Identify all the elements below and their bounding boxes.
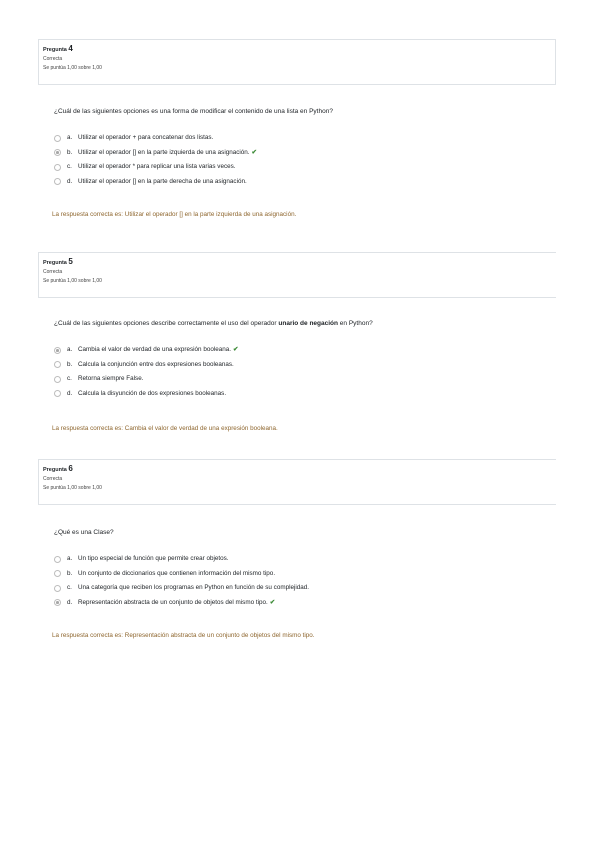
radio-button[interactable] — [54, 178, 61, 185]
question-formulation-6 — [54, 528, 554, 610]
question-text: ¿Qué es una Clase? — [54, 529, 114, 536]
radio-button[interactable] — [54, 361, 61, 368]
answer-option-d[interactable]: d. Representación abstracta de un conjunto de objetos del mismo tipo. ✔ — [54, 596, 554, 611]
question-info-6 — [38, 459, 556, 505]
radio-button[interactable] — [54, 164, 61, 171]
question-formulation-4 — [54, 107, 554, 189]
question-number: Pregunta 4 — [43, 44, 73, 53]
answer-list — [54, 552, 554, 610]
answer-option-c[interactable]: c. Utilizar el operador * para replicar una lista varias veces. — [54, 160, 554, 175]
answer-option-d[interactable]: d. Calcula la disyunción de dos expresiones booleanas. — [54, 387, 554, 402]
answer-option-c[interactable]: c. Una categoría que reciben los programas en Python en función de su complejidad. — [54, 581, 554, 596]
question-text: ¿Cuál de las siguientes opciones es una forma de modificar el contenido de una lista en Python? — [54, 108, 333, 115]
check-icon: ✔ — [269, 598, 276, 606]
answer-option-c[interactable]: c. Retorna siempre False. — [54, 372, 554, 387]
radio-button-selected[interactable] — [54, 347, 61, 354]
check-icon: ✔ — [251, 148, 257, 156]
radio-button[interactable] — [54, 556, 61, 563]
answer-option-b[interactable]: b. Calcula la conjunción entre dos expresiones booleanas. — [54, 358, 554, 373]
answer-option-b[interactable]: b. Utilizar el operador [] en la parte izquierda de una asignación. ✔ — [54, 146, 554, 161]
radio-button-selected[interactable] — [54, 599, 61, 606]
question-grade: Se puntúa 1,00 sobre 1,00 — [43, 65, 102, 71]
question-info-5 — [38, 252, 556, 298]
question-number: Pregunta 5 — [43, 257, 73, 266]
question-number: Pregunta 6 — [43, 464, 73, 473]
answer-option-d[interactable]: d. Utilizar el operador [] en la parte derecha de una asignación. — [54, 175, 554, 190]
answer-option-a[interactable]: a. Un tipo especial de función que permite crear objetos. — [54, 552, 554, 567]
radio-button[interactable] — [54, 570, 61, 577]
radio-button[interactable] — [54, 390, 61, 397]
question-text: ¿Cuál de las siguientes opciones describe correctamente el uso del operador unario de negación en Python? — [54, 320, 373, 327]
question-state: Correcta — [43, 56, 63, 62]
radio-button[interactable] — [54, 376, 61, 383]
question-info-4 — [38, 39, 556, 85]
question-formulation-5 — [54, 319, 554, 401]
answer-option-b[interactable]: b. Un conjunto de diccionarios que contienen información del mismo tipo. — [54, 567, 554, 582]
radio-button[interactable] — [54, 585, 61, 592]
answer-list — [54, 131, 554, 189]
radio-button[interactable] — [54, 135, 61, 142]
question-grade: Se puntúa 1,00 sobre 1,00 — [43, 278, 102, 284]
radio-button-selected[interactable] — [54, 149, 61, 156]
question-text-bold: unario de negación — [278, 320, 338, 327]
correct-answer-feedback: La respuesta correcta es: Utilizar el operador [] en la parte izquierda de una asignación. — [52, 211, 297, 218]
answer-option-a[interactable]: a. Cambia el valor de verdad de una expresión booleana. ✔ — [54, 343, 554, 358]
correct-answer-feedback: La respuesta correcta es: Representación abstracta de un conjunto de objetos del mismo tipo. — [52, 632, 315, 639]
correct-answer-feedback: La respuesta correcta es: Cambia el valor de verdad de una expresión booleana. — [52, 425, 278, 432]
question-grade: Se puntúa 1,00 sobre 1,00 — [43, 485, 102, 491]
question-state: Correcta — [43, 476, 63, 482]
answer-list — [54, 343, 554, 401]
answer-option-a[interactable]: a. Utilizar el operador + para concatenar dos listas. — [54, 131, 554, 146]
check-icon: ✔ — [232, 346, 239, 353]
question-state: Correcta — [43, 269, 63, 275]
